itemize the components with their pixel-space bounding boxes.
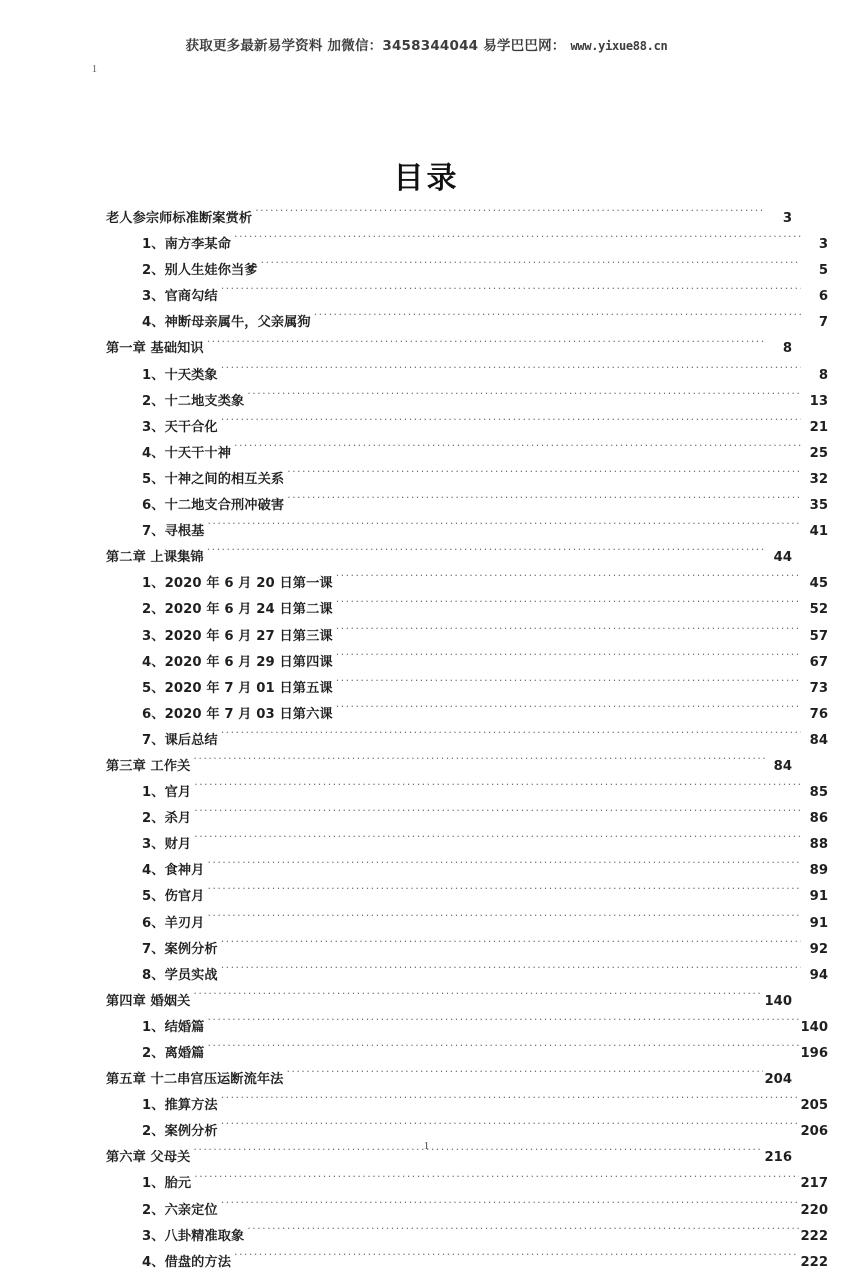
toc-entry-page-number: 205 <box>800 1098 828 1114</box>
toc-dot-leader <box>207 548 765 561</box>
promo-header-banner <box>0 34 853 54</box>
toc-entry[interactable] <box>106 702 828 728</box>
toc-dot-leader <box>207 522 801 535</box>
toc-dot-leader <box>207 861 801 874</box>
toc-entry-label: 第五章 十二串宫压运断流年法 <box>106 1072 284 1088</box>
toc-entry-page-number: 45 <box>809 576 828 592</box>
toc-dot-leader <box>207 887 801 900</box>
toc-dot-leader <box>194 1174 799 1187</box>
toc-entry[interactable] <box>106 1171 828 1197</box>
toc-entry-label: 8、学员实战 <box>142 967 218 983</box>
toc-entry-page-number: 196 <box>800 1046 828 1061</box>
toc-entry[interactable] <box>106 624 828 650</box>
toc-entry-label: 2、别人生娃你当爹 <box>142 263 258 279</box>
toc-entry-label: 5、伤官月 <box>142 889 205 905</box>
toc-entry-page-number: 220 <box>800 1202 828 1218</box>
promo-url: www.yixue88.cn <box>570 39 668 53</box>
toc-entry-page-number: 13 <box>809 393 828 409</box>
toc-entry[interactable] <box>106 1198 828 1224</box>
toc-dot-leader <box>193 757 765 770</box>
toc-entry-label: 第三章 工作关 <box>106 758 191 774</box>
toc-entry-label: 1、结婚篇 <box>142 1019 205 1035</box>
toc-entry-label: 2、杀月 <box>142 811 192 827</box>
toc-entry[interactable] <box>106 989 792 1015</box>
toc-entry-page-number: 3 <box>818 237 828 253</box>
toc-dot-leader <box>207 339 765 352</box>
toc-entry-page-number: 3 <box>782 211 792 226</box>
toc-dot-leader <box>286 1070 763 1083</box>
toc-entry-label: 第二章 上课集锦 <box>106 550 204 566</box>
toc-dot-leader <box>221 939 801 952</box>
toc-entry[interactable] <box>106 1041 828 1067</box>
toc-entry-page-number: 92 <box>809 941 828 957</box>
toc-entry-label: 4、2020 年 6 月 29 日第四课 <box>142 654 333 670</box>
toc-entry-page-number: 216 <box>764 1150 792 1166</box>
toc-entry-page-number: 52 <box>809 602 828 618</box>
toc-entry[interactable] <box>106 676 828 702</box>
toc-entry-page-number: 89 <box>809 863 828 879</box>
toc-dot-leader <box>336 705 801 718</box>
toc-entry-label: 2、2020 年 6 月 24 日第二课 <box>142 602 333 618</box>
toc-entry-label: 7、寻根基 <box>142 524 205 540</box>
toc-entry-page-number: 222 <box>800 1254 828 1270</box>
toc-entry[interactable] <box>106 571 828 597</box>
toc-entry-label: 3、天干合化 <box>142 419 218 435</box>
toc-dot-leader <box>336 600 801 613</box>
toc-dot-leader <box>207 1018 799 1031</box>
toc-entry-label: 3、2020 年 6 月 27 日第三课 <box>142 628 333 644</box>
toc-entry-page-number: 84 <box>773 758 792 774</box>
toc-entry[interactable] <box>106 754 792 780</box>
toc-dot-leader <box>247 391 801 404</box>
toc-entry[interactable] <box>106 310 828 336</box>
toc-entry-page-number: 73 <box>809 680 828 696</box>
promo-text-primary: 获取更多最新易学资料 <box>185 38 323 54</box>
toc-dot-leader <box>194 835 801 848</box>
toc-entry-label: 6、羊刃月 <box>142 915 205 931</box>
toc-entry[interactable] <box>106 937 828 963</box>
toc-dot-leader <box>194 809 801 822</box>
toc-entry[interactable] <box>106 1224 828 1250</box>
toc-dot-leader <box>336 652 801 665</box>
toc-entry-page-number: 94 <box>809 967 828 983</box>
toc-entry-label: 2、六亲定位 <box>142 1202 218 1218</box>
toc-entry-page-number: 206 <box>800 1124 828 1140</box>
toc-entry-page-number: 8 <box>818 367 828 383</box>
toc-dot-leader <box>221 365 801 378</box>
toc-entry-page-number: 91 <box>809 889 828 905</box>
promo-text-site: 易学巴巴网： <box>483 38 566 54</box>
toc-dot-leader <box>234 235 801 248</box>
toc-entry-label: 1、官月 <box>142 785 192 801</box>
toc-dot-leader <box>221 1122 800 1135</box>
toc-dot-leader <box>247 1226 799 1239</box>
toc-entry-label: 1、十天类象 <box>142 367 218 383</box>
page-footer-number: 1 <box>423 1140 430 1152</box>
toc-entry[interactable] <box>106 467 828 493</box>
toc-entry[interactable] <box>106 1250 828 1276</box>
toc-entry[interactable] <box>106 336 792 362</box>
toc-entry-label: 1、南方李某命 <box>142 237 232 253</box>
toc-dot-leader <box>193 992 763 1005</box>
toc-entry[interactable] <box>106 858 828 884</box>
toc-entry-label: 6、2020 年 7 月 03 日第六课 <box>142 706 333 722</box>
toc-entry-page-number: 57 <box>809 628 828 644</box>
toc-entry-page-number: 35 <box>809 498 828 514</box>
toc-entry-page-number: 7 <box>818 315 828 331</box>
toc-dot-leader <box>336 574 801 587</box>
toc-entry-page-number: 140 <box>800 1019 828 1035</box>
toc-entry[interactable] <box>106 597 828 623</box>
toc-entry-label: 6、十二地支合刑冲破害 <box>142 498 285 514</box>
toc-entry[interactable] <box>106 441 828 467</box>
toc-dot-leader <box>221 1200 800 1213</box>
toc-dot-leader <box>261 261 801 274</box>
toc-entry-label: 3、财月 <box>142 837 192 853</box>
toc-entry-page-number: 217 <box>800 1176 828 1192</box>
toc-entry[interactable] <box>106 415 828 441</box>
toc-dot-leader <box>336 679 801 692</box>
toc-dot-leader <box>221 731 801 744</box>
toc-dot-leader <box>207 913 801 926</box>
toc-entry-label: 第四章 婚姻关 <box>106 993 191 1009</box>
toc-entry-page-number: 67 <box>809 654 828 670</box>
toc-entry[interactable] <box>106 1015 828 1041</box>
toc-entry[interactable] <box>106 728 828 754</box>
toc-entry[interactable] <box>106 806 828 832</box>
toc-entry-label: 5、十神之间的相互关系 <box>142 471 285 487</box>
toc-entry[interactable] <box>106 780 828 806</box>
toc-entry[interactable] <box>106 519 828 545</box>
corner-page-marker: 1 <box>92 64 97 75</box>
toc-dot-leader <box>221 287 801 300</box>
toc-entry[interactable] <box>106 206 792 232</box>
toc-entry-label: 7、案例分析 <box>142 941 218 957</box>
toc-entry-page-number: 21 <box>809 419 828 435</box>
toc-entry[interactable] <box>106 363 828 389</box>
toc-entry-label: 7、课后总结 <box>142 732 218 748</box>
toc-entry-page-number: 85 <box>809 785 828 801</box>
toc-entry[interactable] <box>106 963 828 989</box>
toc-entry-label: 5、2020 年 7 月 01 日第五课 <box>142 680 333 696</box>
toc-entry-label: 4、借盘的方法 <box>142 1254 232 1270</box>
toc-entry-label: 1、胎元 <box>142 1176 192 1192</box>
toc-entry-page-number: 204 <box>764 1072 792 1088</box>
toc-entry-page-number: 76 <box>809 706 828 722</box>
toc-entry-page-number: 6 <box>818 289 828 305</box>
toc-entry[interactable] <box>106 545 792 571</box>
toc-entry[interactable] <box>106 284 828 310</box>
toc-dot-leader <box>255 209 765 222</box>
toc-entry-page-number: 222 <box>800 1228 828 1244</box>
toc-entry-page-number: 41 <box>809 524 828 540</box>
toc-entry-label: 4、食神月 <box>142 863 205 879</box>
toc-entry[interactable] <box>106 232 828 258</box>
toc-entry-page-number: 8 <box>782 341 792 357</box>
toc-entry-page-number: 86 <box>809 811 828 827</box>
toc-entry-page-number: 91 <box>809 915 828 931</box>
promo-text-wechat: 加微信：3458344044 <box>327 38 479 54</box>
toc-entry-page-number: 88 <box>809 837 828 853</box>
toc-dot-leader <box>336 626 801 639</box>
toc-dot-leader <box>234 444 801 457</box>
toc-dot-leader <box>234 1253 799 1266</box>
toc-dot-leader <box>287 496 801 509</box>
toc-entry[interactable] <box>106 884 828 910</box>
toc-dot-leader <box>207 1044 799 1057</box>
toc-entry[interactable] <box>106 1093 828 1119</box>
toc-entry-page-number: 140 <box>764 993 792 1009</box>
toc-dot-leader <box>221 1096 800 1109</box>
toc-entry[interactable] <box>106 389 828 415</box>
toc-entry-page-number: 5 <box>818 263 828 279</box>
toc-entry-label: 老人参宗师标准断案赏析 <box>106 211 253 226</box>
toc-dot-leader <box>221 418 801 431</box>
toc-dot-leader <box>194 783 801 796</box>
toc-entry-label: 第六章 父母关 <box>106 1150 191 1166</box>
toc-entry-label: 3、官商勾结 <box>142 289 218 305</box>
table-of-contents <box>106 206 828 1276</box>
toc-entry-label: 1、2020 年 6 月 20 日第一课 <box>142 576 333 592</box>
toc-entry-page-number: 25 <box>809 445 828 461</box>
toc-dot-leader <box>314 313 801 326</box>
toc-entry[interactable] <box>106 493 828 519</box>
toc-entry-label: 4、十天干十神 <box>142 445 232 461</box>
page-title: 目录 <box>393 161 460 196</box>
toc-entry[interactable] <box>106 1067 792 1093</box>
toc-entry-label: 4、神断母亲属牛，父亲属狗 <box>142 315 311 331</box>
toc-entry-label: 第一章 基础知识 <box>106 341 204 357</box>
toc-entry-label: 1、推算方法 <box>142 1098 218 1114</box>
toc-entry[interactable] <box>106 911 828 937</box>
toc-entry-label: 2、十二地支类象 <box>142 393 245 409</box>
toc-entry-label: 2、离婚篇 <box>142 1046 205 1061</box>
toc-entry-page-number: 32 <box>809 471 828 487</box>
toc-entry-page-number: 84 <box>809 732 828 748</box>
toc-entry[interactable] <box>106 650 828 676</box>
toc-dot-leader <box>221 966 801 979</box>
toc-entry-label: 3、八卦精准取象 <box>142 1228 245 1244</box>
toc-entry[interactable] <box>106 832 828 858</box>
toc-entry-label: 2、案例分析 <box>142 1124 218 1140</box>
toc-dot-leader <box>287 470 801 483</box>
toc-entry[interactable] <box>106 258 828 284</box>
toc-entry-page-number: 44 <box>773 550 792 566</box>
